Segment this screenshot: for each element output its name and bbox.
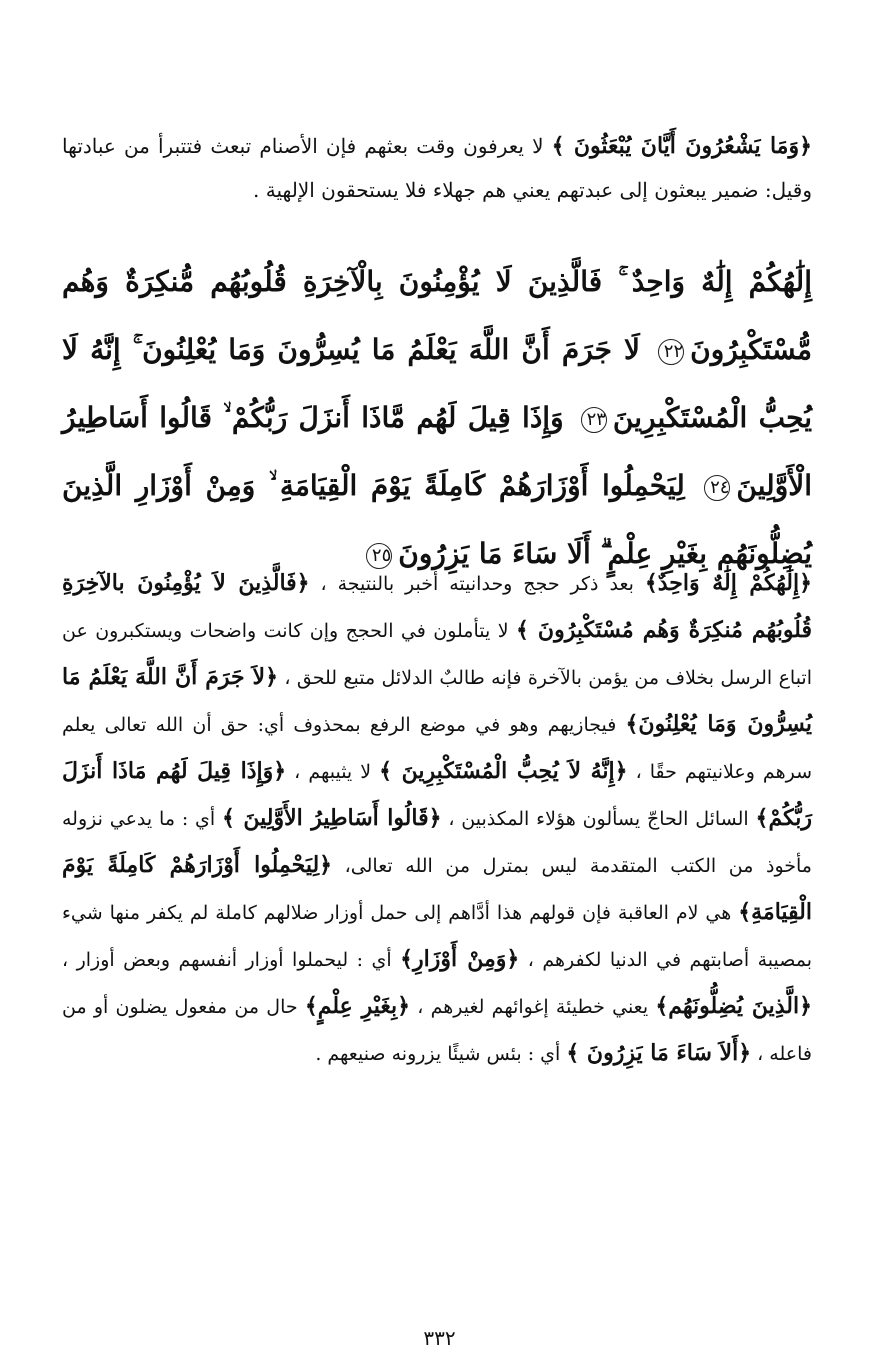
commentary-text: السائل الحاجّ يسألون هؤلاء المكذبين ، xyxy=(441,808,756,830)
commentary-text: يعني خطيئة إغوائهم لغيرهم ، xyxy=(410,996,656,1018)
commentary-text: أي : ما يدعي نزوله مأخوذ من الكتب المتقدمة ليس بمترل من الله تعالى، xyxy=(62,808,812,877)
quran-quote: ﴿لِيَحْمِلُوا أَوْزَارَهُمْ كَامِلَةً يَوْمَ الْقِيَامَةِ﴾ xyxy=(62,852,812,925)
tafsir-commentary xyxy=(62,560,812,1077)
verse-number-24: ٢٤ xyxy=(704,475,730,501)
commentary-text: هي لام العاقبة فإن قولهم هذا أدَّاهم إلى حمل أوزار ضلالهم كاملة لم يكفر منها شيء بمصيبة أصابتهم في الدنيا لكفرهم ، xyxy=(62,902,812,971)
commentary-text: فيجازيهم وهو في موضع الرفع بمحذوف أي: حق أن الله تعالى يعلم سرهم وعلانيتهم حقًا ، xyxy=(62,714,812,783)
commentary-text: لا يثيبهم ، xyxy=(286,761,380,783)
verse-25: لِيَحْمِلُوا أَوْزَارَهُمْ كَامِلَةً يَوْمَ الْقِيَامَةِ ۙ وَمِنْ أَوْزَارِ الَّذِينَ يُضِلُّونَهُم بِغَيْرِ عِلْمٍ ۗ أَلَا سَاءَ مَا يَزِرُونَ xyxy=(62,469,812,570)
quran-quote: ﴿إِلَٰهُكُمْ إِلَٰهٌ وَاحِدٌ﴾ xyxy=(644,570,813,596)
intro-paragraph xyxy=(62,124,812,212)
quran-quote: ﴿فَالَّذِينَ لاَ يُؤْمِنُونَ بالآخِرَةِ قُلُوبُهُم مُنكِرَةٌ وَهُم مُسْتَكْبِرُونَ ﴾ xyxy=(62,570,812,643)
commentary-text: لا يتأملون في الحجج وإن كانت واضحات ويستكبرون عن اتباع الرسل بخلاف من يؤمن بالآخرة فإنه طالبٌ الدلائل متبع للحق ، xyxy=(62,620,812,689)
quran-quote: ﴿أَلاَ سَاءَ مَا يَزِرُونَ ﴾ xyxy=(566,1040,752,1066)
quran-quote: ﴿وَإِذَا قِيلَ لَهُم مَاذَا أَنزَلَ رَبُّكُمْ﴾ xyxy=(62,758,812,831)
quran-quote: ﴿وَمِنْ أَوْزَارِ﴾ xyxy=(400,946,520,972)
verse-22: إِلَٰهُكُمْ إِلَٰهٌ وَاحِدٌ ۚ فَالَّذِينَ لَا يُؤْمِنُونَ بِالْآخِرَةِ قُلُوبُهُم مُّنكِرَةٌ وَهُم مُّسْتَكْبِرُونَ xyxy=(62,265,813,366)
commentary-text: أي : بئس شيئًا يزرونه صنيعهم . xyxy=(315,1043,567,1065)
quran-quote: ﴿إِنَّهُ لاَ يُحِبُّ الْمُسْتَكْبِرِينَ ﴾ xyxy=(379,758,628,784)
verse-number-22: ٢٢ xyxy=(658,339,684,365)
quran-quote: ﴿لاَ جَرَمَ أَنَّ اللَّهَ يَعْلَمُ مَا يُسِرُّونَ وَمَا يُعْلِنُونَ﴾ xyxy=(62,664,813,737)
quran-quote: ﴿بِغَيْرِ عِلْمٍ﴾ xyxy=(304,993,411,1019)
commentary-text: حال من مفعول يضلون أو من فاعله ، xyxy=(62,996,812,1065)
quran-quote: ﴿قَالُوا أَسَاطِيرُ الأَوَّلِينَ ﴾ xyxy=(222,805,442,831)
commentary-text: لا يعرفون وقت بعثهم فإن الأصنام تبعث فتتبرأ من عبادتها وقيل: ضمير يبعثون إلى عبدتهم يعني هم جهلاء فلا يستحقون الإلهية . xyxy=(62,134,812,202)
commentary-text: بعد ذكر حجج وحدانيته أخبر بالنتيجة ، xyxy=(309,573,645,595)
verse-23: لَا جَرَمَ أَنَّ اللَّهَ يَعْلَمُ مَا يُسِرُّونَ وَمَا يُعْلِنُونَ ۚ إِنَّهُ لَا يُحِبُّ الْمُسْتَكْبِرِينَ xyxy=(62,333,812,434)
verse-24: وَإِذَا قِيلَ لَهُم مَّاذَا أَنزَلَ رَبُّكُمْ ۙ قَالُوا أَسَاطِيرُ الْأَوَّلِينَ xyxy=(62,401,812,502)
commentary-text: أي : ليحملوا أوزار أنفسهم وبعض أوزار ، xyxy=(62,949,401,971)
quran-verses xyxy=(62,248,812,588)
quran-quote: ﴿وَمَا يَشْعُرُونَ أَيَّانَ يُبْعَثُونَ ﴾ xyxy=(551,133,812,159)
verse-number-25: ٢٥ xyxy=(366,543,392,569)
quran-quote: ﴿الَّذِينَ يُضِلُّونَهُم﴾ xyxy=(655,993,812,1019)
verse-number-23: ٢٣ xyxy=(581,407,607,433)
page-number: ٣٣٢ xyxy=(423,1326,456,1350)
